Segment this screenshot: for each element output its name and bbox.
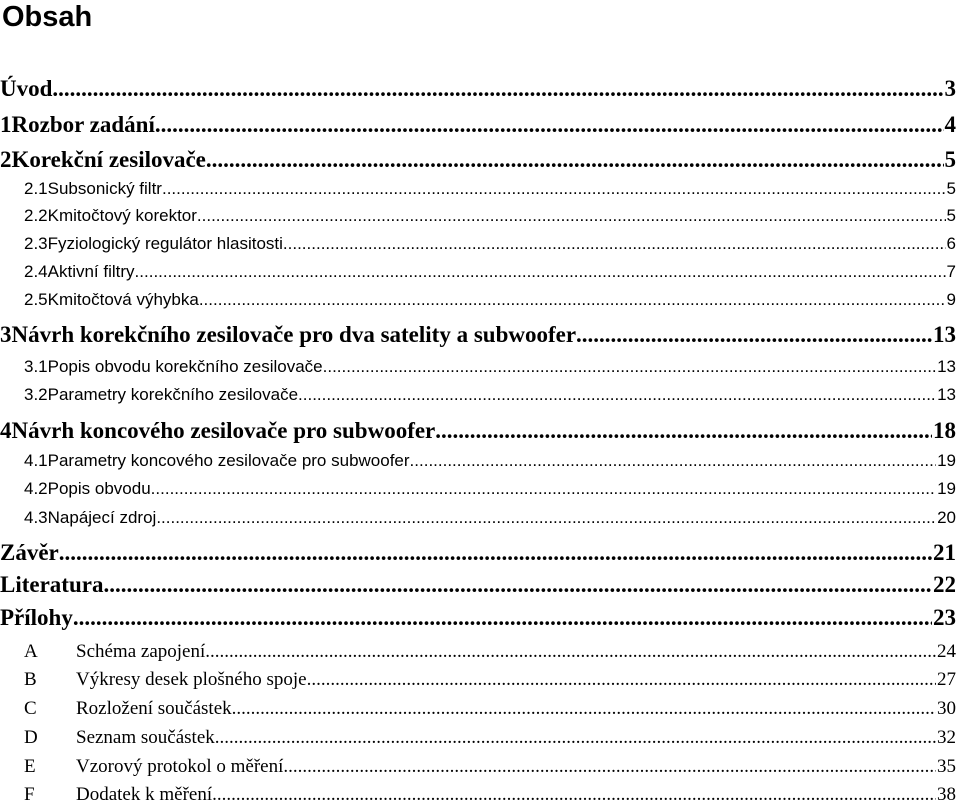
toc-entry-leader-dots [435, 416, 932, 446]
toc-entry-title: Výkresy desek plošného spoje [76, 669, 307, 690]
toc-entry-page-number: 20 [937, 508, 956, 527]
toc-entry-title: Literatura [0, 572, 104, 597]
toc-entry-number: 3 [0, 322, 12, 347]
toc-entry-page-number: 19 [937, 451, 956, 470]
toc-entry-leader-dots [283, 753, 936, 781]
toc-entry-title: Závěr [0, 540, 59, 565]
toc-entry-page-number: 13 [937, 385, 956, 404]
toc-entry[interactable] [24, 176, 956, 202]
toc-entry-title: Korekční zesilovače [11, 147, 206, 172]
toc-entry-page-number: 3 [944, 76, 956, 101]
toc-entry-leader-dots [135, 259, 946, 285]
toc-entry[interactable] [0, 320, 956, 350]
toc-entry[interactable] [24, 724, 956, 752]
toc-entry-title: Návrh koncového zesilovače pro subwoofer [11, 418, 436, 443]
toc-entry-leader-dots [410, 448, 937, 474]
toc-entry[interactable] [24, 203, 956, 229]
toc-entry-number: F [24, 784, 35, 805]
toc-entry[interactable] [24, 382, 956, 408]
toc-entry-leader-dots [199, 287, 946, 313]
toc-entry-number: D [24, 727, 38, 748]
toc-entry-page-number: 32 [937, 727, 956, 748]
toc-entry[interactable] [24, 259, 956, 285]
toc-entry[interactable] [24, 695, 956, 723]
toc-entry-leader-dots [283, 231, 946, 257]
toc-entry-page-number: 6 [946, 234, 956, 253]
toc-entry-page-number: 22 [933, 572, 956, 597]
toc-entry-leader-dots [162, 176, 946, 202]
toc-entry-number: A [24, 641, 38, 662]
toc-entry-page-number: 5 [944, 147, 956, 172]
toc-entry-page-number: 19 [937, 479, 956, 498]
toc-entry-number: 2.4 [24, 262, 48, 281]
toc-entry-leader-dots [151, 476, 936, 502]
toc-entry-number: 4.1 [24, 451, 48, 470]
toc-entry[interactable] [0, 603, 956, 633]
toc-entry-title: Fyziologický regulátor hlasitosti [47, 234, 283, 253]
toc-entry-title: Dodatek k měření [76, 784, 213, 805]
toc-entry-title: Úvod [0, 76, 53, 101]
page-title: Obsah [2, 1, 93, 33]
toc-entry-number: B [24, 669, 37, 690]
toc-entry[interactable] [24, 287, 956, 313]
toc-entry-number: 4.3 [24, 508, 48, 527]
toc-entry-page-number: 9 [946, 290, 956, 309]
toc-entry-title: Popis obvodu [47, 479, 151, 498]
toc-entry-page-number: 4 [944, 112, 956, 137]
toc-entry-number: C [24, 698, 37, 719]
toc-entry-leader-dots [197, 203, 946, 229]
toc-entry-page-number: 5 [946, 179, 956, 198]
toc-entry-title: Schéma zapojení [76, 641, 206, 662]
toc-entry-title: Návrh korekčního zesilovače pro dva satelity a subwoofer [11, 322, 577, 347]
toc-entry-page-number: 24 [937, 641, 956, 662]
toc-entry-number: 2.2 [24, 206, 48, 225]
toc-entry-page-number: 38 [937, 784, 956, 805]
toc-entry[interactable] [24, 476, 956, 502]
toc-entry-page-number: 13 [933, 322, 956, 347]
toc-entry-leader-dots [323, 354, 936, 380]
toc-entry[interactable] [24, 231, 956, 257]
toc-entry[interactable] [0, 416, 956, 446]
toc-entry[interactable] [24, 505, 956, 531]
toc-entry-leader-dots [307, 666, 936, 694]
toc-entry-leader-dots [576, 320, 932, 350]
toc-entry-leader-dots [52, 74, 943, 104]
toc-entry-leader-dots [156, 505, 936, 531]
toc-entry-title: Popis obvodu korekčního zesilovače [47, 357, 323, 376]
toc-entry[interactable] [0, 74, 956, 104]
toc-entry-number: 4 [0, 418, 12, 443]
toc-entry-page-number: 30 [937, 698, 956, 719]
toc-entry-leader-dots [155, 110, 944, 140]
toc-entry-number: 2.5 [24, 290, 48, 309]
toc-entry-number: E [24, 756, 36, 777]
toc-entry-number: 3.1 [24, 357, 48, 376]
toc-entry-leader-dots [205, 638, 936, 666]
toc-entry-title: Aktivní filtry [47, 262, 135, 281]
toc-entry-leader-dots [215, 724, 936, 752]
toc-entry-page-number: 21 [933, 540, 956, 565]
toc-entry[interactable] [24, 753, 956, 781]
toc-entry-leader-dots [59, 538, 932, 568]
toc-entry-number: 2.1 [24, 179, 48, 198]
toc-entry-title: Rozložení součástek [76, 698, 232, 719]
toc-entry[interactable] [24, 666, 956, 694]
toc-entry-number: 1 [0, 112, 12, 137]
toc-entry[interactable] [24, 354, 956, 380]
toc-entry[interactable] [0, 570, 956, 600]
toc-entry-title: Napájecí zdroj [47, 508, 157, 527]
toc-entry-leader-dots [103, 570, 932, 600]
toc-entry-page-number: 7 [946, 262, 956, 281]
toc-entry-title: Přílohy [0, 605, 73, 630]
toc-entry[interactable] [24, 638, 956, 666]
toc-entry-leader-dots [232, 695, 936, 723]
toc-entry-title: Kmitočtová výhybka [47, 290, 199, 309]
toc-entry-page-number: 35 [937, 756, 956, 777]
toc-entry[interactable] [0, 145, 956, 175]
toc-entry-leader-dots [73, 603, 932, 633]
toc-entry-page-number: 27 [937, 669, 956, 690]
toc-entry-title: Vzorový protokol o měření [76, 756, 284, 777]
toc-entry-number: 2.3 [24, 234, 48, 253]
toc-entry-number: 4.2 [24, 479, 48, 498]
toc-entry-page-number: 23 [933, 605, 956, 630]
toc-entry-title: Subsonický filtr [47, 179, 162, 198]
toc-entry-title: Kmitočtový korektor [47, 206, 197, 225]
toc-entry-title: Parametry korekčního zesilovače [47, 385, 299, 404]
toc-entry-number: 3.2 [24, 385, 48, 404]
toc-entry-number: 2 [0, 147, 12, 172]
toc-entry-leader-dots [298, 382, 936, 408]
toc-entry-page-number: 18 [933, 418, 956, 443]
toc-entry-leader-dots [206, 145, 944, 175]
toc-entry[interactable] [0, 110, 956, 140]
toc-entry-page-number: 5 [946, 206, 956, 225]
toc-entry-title: Seznam součástek [76, 727, 215, 748]
toc-entry-page-number: 13 [937, 357, 956, 376]
toc-entry[interactable] [24, 448, 956, 474]
toc-entry-title: Parametry koncového zesilovače pro subwoofer [47, 451, 410, 470]
toc-entry-title: Rozbor zadání [11, 112, 155, 137]
toc-entry-leader-dots [212, 781, 936, 809]
toc-entry[interactable] [0, 538, 956, 568]
toc-entry[interactable] [24, 781, 956, 809]
